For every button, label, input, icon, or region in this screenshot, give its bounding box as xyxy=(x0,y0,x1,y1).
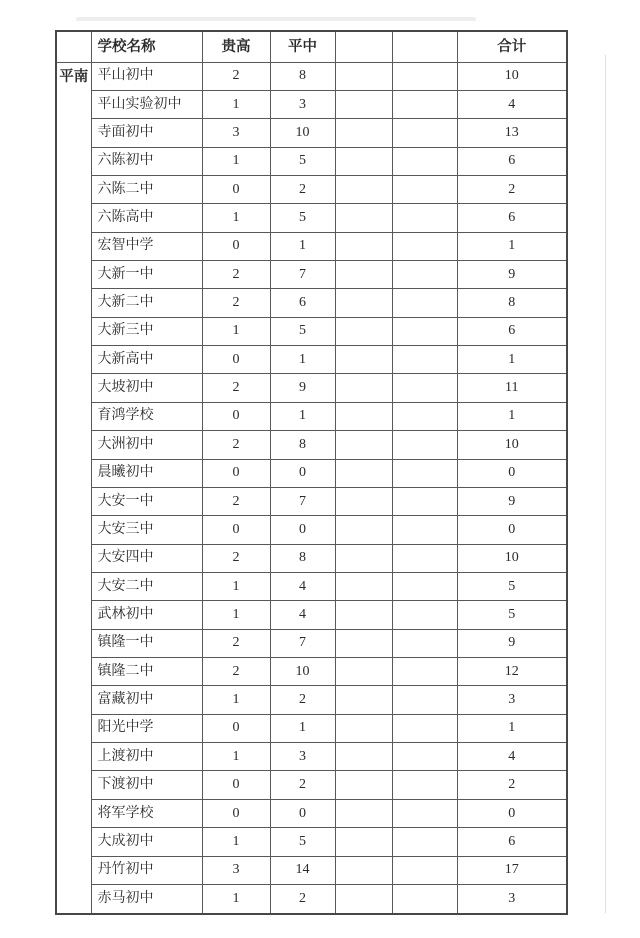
empty-value-cell-2 xyxy=(392,90,457,118)
school-name-cell: 阳光中学 xyxy=(91,714,202,742)
pingzhong-value-cell: 4 xyxy=(270,572,335,600)
empty-value-cell-1 xyxy=(335,856,392,884)
school-name-cell: 丹竹初中 xyxy=(91,856,202,884)
header-empty-2 xyxy=(392,31,457,62)
school-name-cell: 六陈初中 xyxy=(91,147,202,175)
pingzhong-value-cell: 0 xyxy=(270,516,335,544)
table-row xyxy=(56,601,567,629)
empty-value-cell-2 xyxy=(392,856,457,884)
guigao-value-cell: 0 xyxy=(202,771,270,799)
empty-value-cell-1 xyxy=(335,119,392,147)
table-row xyxy=(56,147,567,175)
table-row xyxy=(56,686,567,714)
empty-value-cell-1 xyxy=(335,431,392,459)
guigao-value-cell: 1 xyxy=(202,884,270,914)
total-value-cell: 9 xyxy=(457,261,567,289)
table-body xyxy=(56,62,567,914)
empty-value-cell-2 xyxy=(392,204,457,232)
total-value-cell: 6 xyxy=(457,317,567,345)
total-value-cell: 6 xyxy=(457,828,567,856)
guigao-value-cell: 0 xyxy=(202,714,270,742)
empty-value-cell-2 xyxy=(392,828,457,856)
empty-value-cell-1 xyxy=(335,771,392,799)
school-name-cell: 大坡初中 xyxy=(91,374,202,402)
table-row xyxy=(56,317,567,345)
guigao-value-cell: 0 xyxy=(202,175,270,203)
empty-value-cell-2 xyxy=(392,743,457,771)
guigao-value-cell: 0 xyxy=(202,459,270,487)
guigao-value-cell: 2 xyxy=(202,289,270,317)
empty-value-cell-1 xyxy=(335,572,392,600)
school-name-cell: 平山实验初中 xyxy=(91,90,202,118)
guigao-value-cell: 0 xyxy=(202,799,270,827)
empty-value-cell-1 xyxy=(335,261,392,289)
table-row xyxy=(56,572,567,600)
pingzhong-value-cell: 1 xyxy=(270,402,335,430)
empty-value-cell-2 xyxy=(392,431,457,459)
table-row xyxy=(56,459,567,487)
empty-value-cell-1 xyxy=(335,629,392,657)
empty-value-cell-1 xyxy=(335,289,392,317)
empty-value-cell-1 xyxy=(335,147,392,175)
table-row xyxy=(56,658,567,686)
pingzhong-value-cell: 8 xyxy=(270,544,335,572)
empty-value-cell-2 xyxy=(392,402,457,430)
table-row xyxy=(56,232,567,260)
table-row xyxy=(56,431,567,459)
empty-value-cell-2 xyxy=(392,658,457,686)
empty-value-cell-1 xyxy=(335,487,392,515)
total-value-cell: 3 xyxy=(457,884,567,914)
empty-value-cell-2 xyxy=(392,799,457,827)
total-value-cell: 9 xyxy=(457,487,567,515)
table-header xyxy=(56,31,567,62)
total-value-cell: 1 xyxy=(457,714,567,742)
guigao-value-cell: 1 xyxy=(202,572,270,600)
table-row xyxy=(56,544,567,572)
header-guigao: 贵高 xyxy=(202,31,270,62)
total-value-cell: 0 xyxy=(457,459,567,487)
table-row xyxy=(56,629,567,657)
empty-value-cell-1 xyxy=(335,232,392,260)
table-row xyxy=(56,714,567,742)
empty-value-cell-2 xyxy=(392,232,457,260)
empty-value-cell-2 xyxy=(392,147,457,175)
empty-value-cell-2 xyxy=(392,62,457,90)
empty-value-cell-1 xyxy=(335,544,392,572)
guigao-value-cell: 2 xyxy=(202,374,270,402)
table-row xyxy=(56,743,567,771)
guigao-value-cell: 1 xyxy=(202,601,270,629)
empty-value-cell-2 xyxy=(392,374,457,402)
school-name-cell: 六陈高中 xyxy=(91,204,202,232)
guigao-value-cell: 1 xyxy=(202,828,270,856)
total-value-cell: 17 xyxy=(457,856,567,884)
pingzhong-value-cell: 2 xyxy=(270,884,335,914)
empty-value-cell-2 xyxy=(392,601,457,629)
total-value-cell: 4 xyxy=(457,743,567,771)
school-name-cell: 下渡初中 xyxy=(91,771,202,799)
empty-value-cell-1 xyxy=(335,743,392,771)
total-value-cell: 2 xyxy=(457,175,567,203)
school-name-cell: 镇隆一中 xyxy=(91,629,202,657)
school-name-cell: 大新一中 xyxy=(91,261,202,289)
table-row xyxy=(56,516,567,544)
school-name-cell: 大新三中 xyxy=(91,317,202,345)
header-region-cell xyxy=(56,31,91,62)
total-value-cell: 11 xyxy=(457,374,567,402)
table-row xyxy=(56,62,567,90)
empty-value-cell-2 xyxy=(392,317,457,345)
total-value-cell: 2 xyxy=(457,771,567,799)
school-name-cell: 大安三中 xyxy=(91,516,202,544)
table-row xyxy=(56,487,567,515)
total-value-cell: 5 xyxy=(457,601,567,629)
empty-value-cell-1 xyxy=(335,402,392,430)
school-admission-table xyxy=(55,30,568,915)
empty-value-cell-1 xyxy=(335,601,392,629)
school-name-cell: 大安一中 xyxy=(91,487,202,515)
pingzhong-value-cell: 5 xyxy=(270,147,335,175)
guigao-value-cell: 1 xyxy=(202,90,270,118)
guigao-value-cell: 1 xyxy=(202,317,270,345)
school-name-cell: 镇隆二中 xyxy=(91,658,202,686)
table-row xyxy=(56,402,567,430)
empty-value-cell-2 xyxy=(392,629,457,657)
scan-artifact-right-edge xyxy=(605,55,606,913)
table-row xyxy=(56,799,567,827)
table-row xyxy=(56,90,567,118)
pingzhong-value-cell: 7 xyxy=(270,261,335,289)
school-name-cell: 大新二中 xyxy=(91,289,202,317)
pingzhong-value-cell: 9 xyxy=(270,374,335,402)
empty-value-cell-2 xyxy=(392,884,457,914)
guigao-value-cell: 2 xyxy=(202,544,270,572)
empty-value-cell-2 xyxy=(392,261,457,289)
header-total: 合计 xyxy=(457,31,567,62)
pingzhong-value-cell: 7 xyxy=(270,629,335,657)
guigao-value-cell: 1 xyxy=(202,147,270,175)
empty-value-cell-1 xyxy=(335,346,392,374)
total-value-cell: 4 xyxy=(457,90,567,118)
pingzhong-value-cell: 14 xyxy=(270,856,335,884)
school-name-cell: 寺面初中 xyxy=(91,119,202,147)
school-name-cell: 平山初中 xyxy=(91,62,202,90)
empty-value-cell-1 xyxy=(335,686,392,714)
header-row xyxy=(56,31,567,62)
empty-value-cell-2 xyxy=(392,289,457,317)
total-value-cell: 10 xyxy=(457,431,567,459)
school-name-cell: 赤马初中 xyxy=(91,884,202,914)
pingzhong-value-cell: 5 xyxy=(270,828,335,856)
guigao-value-cell: 0 xyxy=(202,402,270,430)
header-school-name: 学校名称 xyxy=(91,31,202,62)
empty-value-cell-1 xyxy=(335,204,392,232)
school-name-cell: 富藏初中 xyxy=(91,686,202,714)
total-value-cell: 6 xyxy=(457,147,567,175)
pingzhong-value-cell: 1 xyxy=(270,232,335,260)
total-value-cell: 5 xyxy=(457,572,567,600)
pingzhong-value-cell: 1 xyxy=(270,714,335,742)
guigao-value-cell: 2 xyxy=(202,431,270,459)
guigao-value-cell: 3 xyxy=(202,856,270,884)
empty-value-cell-1 xyxy=(335,374,392,402)
guigao-value-cell: 0 xyxy=(202,516,270,544)
empty-value-cell-1 xyxy=(335,828,392,856)
pingzhong-value-cell: 1 xyxy=(270,346,335,374)
pingzhong-value-cell: 6 xyxy=(270,289,335,317)
guigao-value-cell: 2 xyxy=(202,658,270,686)
pingzhong-value-cell: 2 xyxy=(270,175,335,203)
school-name-cell: 武林初中 xyxy=(91,601,202,629)
guigao-value-cell: 1 xyxy=(202,686,270,714)
table-row xyxy=(56,289,567,317)
school-name-cell: 育鸿学校 xyxy=(91,402,202,430)
table-row xyxy=(56,771,567,799)
pingzhong-value-cell: 3 xyxy=(270,90,335,118)
empty-value-cell-1 xyxy=(335,175,392,203)
pingzhong-value-cell: 8 xyxy=(270,62,335,90)
guigao-value-cell: 0 xyxy=(202,232,270,260)
empty-value-cell-2 xyxy=(392,516,457,544)
header-empty-1 xyxy=(335,31,392,62)
pingzhong-value-cell: 4 xyxy=(270,601,335,629)
guigao-value-cell: 2 xyxy=(202,487,270,515)
empty-value-cell-1 xyxy=(335,90,392,118)
total-value-cell: 1 xyxy=(457,346,567,374)
empty-value-cell-2 xyxy=(392,487,457,515)
pingzhong-value-cell: 0 xyxy=(270,799,335,827)
guigao-value-cell: 2 xyxy=(202,629,270,657)
empty-value-cell-2 xyxy=(392,714,457,742)
scan-artifact-top xyxy=(76,17,476,21)
empty-value-cell-2 xyxy=(392,119,457,147)
empty-value-cell-2 xyxy=(392,459,457,487)
guigao-value-cell: 0 xyxy=(202,346,270,374)
total-value-cell: 6 xyxy=(457,204,567,232)
school-name-cell: 晨曦初中 xyxy=(91,459,202,487)
guigao-value-cell: 1 xyxy=(202,204,270,232)
school-name-cell: 将军学校 xyxy=(91,799,202,827)
pingzhong-value-cell: 0 xyxy=(270,459,335,487)
empty-value-cell-2 xyxy=(392,572,457,600)
school-name-cell: 宏智中学 xyxy=(91,232,202,260)
empty-value-cell-1 xyxy=(335,459,392,487)
empty-value-cell-1 xyxy=(335,62,392,90)
total-value-cell: 8 xyxy=(457,289,567,317)
pingzhong-value-cell: 5 xyxy=(270,317,335,345)
table-row xyxy=(56,175,567,203)
table-row xyxy=(56,204,567,232)
pingzhong-value-cell: 3 xyxy=(270,743,335,771)
table-row xyxy=(56,856,567,884)
school-name-cell: 上渡初中 xyxy=(91,743,202,771)
empty-value-cell-2 xyxy=(392,544,457,572)
total-value-cell: 3 xyxy=(457,686,567,714)
school-name-cell: 大安四中 xyxy=(91,544,202,572)
empty-value-cell-1 xyxy=(335,799,392,827)
table-row xyxy=(56,828,567,856)
total-value-cell: 1 xyxy=(457,232,567,260)
total-value-cell: 10 xyxy=(457,62,567,90)
school-name-cell: 大洲初中 xyxy=(91,431,202,459)
table-row xyxy=(56,346,567,374)
school-name-cell: 大安二中 xyxy=(91,572,202,600)
school-name-cell: 六陈二中 xyxy=(91,175,202,203)
empty-value-cell-2 xyxy=(392,346,457,374)
total-value-cell: 1 xyxy=(457,402,567,430)
pingzhong-value-cell: 7 xyxy=(270,487,335,515)
total-value-cell: 9 xyxy=(457,629,567,657)
total-value-cell: 13 xyxy=(457,119,567,147)
pingzhong-value-cell: 2 xyxy=(270,771,335,799)
empty-value-cell-2 xyxy=(392,771,457,799)
school-name-cell: 大新高中 xyxy=(91,346,202,374)
table-row xyxy=(56,119,567,147)
empty-value-cell-1 xyxy=(335,884,392,914)
empty-value-cell-1 xyxy=(335,658,392,686)
empty-value-cell-1 xyxy=(335,317,392,345)
header-pingzhong: 平中 xyxy=(270,31,335,62)
school-name-cell: 大成初中 xyxy=(91,828,202,856)
pingzhong-value-cell: 10 xyxy=(270,658,335,686)
empty-value-cell-2 xyxy=(392,175,457,203)
empty-value-cell-2 xyxy=(392,686,457,714)
guigao-value-cell: 1 xyxy=(202,743,270,771)
pingzhong-value-cell: 5 xyxy=(270,204,335,232)
empty-value-cell-1 xyxy=(335,714,392,742)
total-value-cell: 0 xyxy=(457,799,567,827)
pingzhong-value-cell: 8 xyxy=(270,431,335,459)
table-row xyxy=(56,884,567,914)
region-label: 平南 xyxy=(56,62,91,914)
guigao-value-cell: 2 xyxy=(202,261,270,289)
pingzhong-value-cell: 2 xyxy=(270,686,335,714)
total-value-cell: 10 xyxy=(457,544,567,572)
guigao-value-cell: 2 xyxy=(202,62,270,90)
pingzhong-value-cell: 10 xyxy=(270,119,335,147)
total-value-cell: 0 xyxy=(457,516,567,544)
table-row xyxy=(56,261,567,289)
guigao-value-cell: 3 xyxy=(202,119,270,147)
total-value-cell: 12 xyxy=(457,658,567,686)
table-row xyxy=(56,374,567,402)
empty-value-cell-1 xyxy=(335,516,392,544)
